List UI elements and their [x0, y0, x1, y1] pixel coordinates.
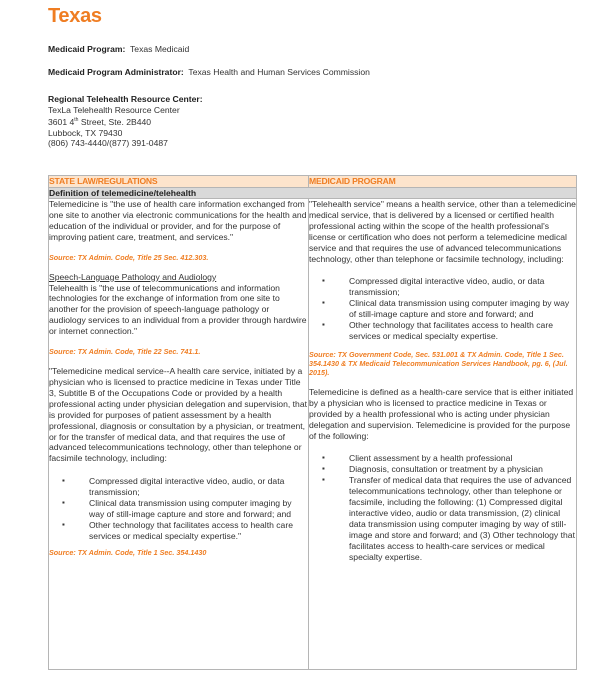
list-item [62, 498, 308, 520]
administrator-label: Medicaid Program Administrator: [48, 67, 184, 77]
address-number: 3601 4 [48, 117, 75, 128]
bullet-list [49, 476, 308, 541]
address-ordinal: th [74, 117, 79, 124]
table-row [49, 199, 577, 670]
column-header-medicaid: MEDICAID PROGRAM [309, 176, 577, 188]
state-law-cell [49, 199, 309, 670]
list-item [62, 476, 308, 498]
list-item-text: Clinical data transmission using computer imaging by way of still-image capture and store and forward; and [89, 498, 292, 519]
subheading-speech-language: Speech-Language Pathology and Audiology [49, 271, 217, 282]
source-citation: Source: TX Admin. Code, Title 1 Sec. 354.1430 [49, 547, 207, 557]
bullet-icon: ▪ [62, 519, 65, 529]
table-header-row [49, 176, 577, 188]
medicaid-program [48, 44, 189, 54]
resource-center-block [48, 94, 203, 149]
bullet-icon: ▪ [322, 320, 325, 330]
source-citation: Source: TX Government Code, Sec. 531.001 & TX Admin. Code, Title 1 Sec. 354.1430 & TX Medicaid Telecommunication Services Handbook, pg. 6, (Jul. 2015). [309, 349, 568, 377]
list-item-text: Client assessment by a health professional [349, 453, 513, 464]
medicaid-program-value: Texas Medicaid [130, 44, 190, 54]
bullet-icon: ▪ [322, 298, 325, 308]
bullet-icon: ▪ [322, 276, 325, 286]
source-citation: Source: TX Admin. Code, Title 25 Sec. 412.303. [49, 252, 209, 262]
medicaid-program-label: Medicaid Program: [48, 44, 126, 54]
section-title: Definition of telemedicine/telehealth [49, 188, 577, 199]
list-item-text: Compressed digital interactive video, audio, or data transmission; [349, 276, 545, 298]
resource-center-name: TexLa Telehealth Resource Center [48, 104, 180, 115]
list-item [322, 276, 576, 298]
resource-center-address-line2: Lubbock, TX 79430 [48, 127, 123, 138]
resource-center-phone: (806) 743-4440/(877) 391-0487 [48, 138, 168, 149]
address-street: Street, Ste. 2B440 [78, 117, 152, 128]
state-law-paragraph: "Telemedicine medical service--A health care service, initiated by a physician who is licensed to practice medicine in Texas under Title 3, Subtitle B of the Occupations Code or provided by a health professional acting under physician delegation and supervision, that is provided for purposes of patient assessment by a health professional, diagnosis or consultation by a physician, or treatment, or for the transfer of medical data, and that requires the use of advanced telecommunications technology, other than telephone or facsimile technology, including: [49, 366, 307, 464]
list-item [322, 475, 576, 562]
bullet-list [309, 453, 576, 562]
resource-center-address-line1 [48, 115, 203, 128]
medicaid-paragraph: Telemedicine is defined as a health-care service that is either initiated by a physician who is licensed to practice medicine in Texas or provided by a health professional who is acting under physician delegation and supervision. Telemedicine is provided for the purpose of the following: [309, 386, 574, 441]
medicaid-cell [309, 199, 577, 670]
telehealth-definitions-table [48, 175, 577, 670]
medicaid-paragraph: "Telehealth service" means a health service, other than a telemedicine medical service, that is delivered by a licensed or certified health professional acting within the scope of the health professional's license or certification who does not perform a telemedicine medical service and that requires the use of advanced telecommunications technology, other than telephone or facsimile technology, including: [309, 199, 576, 264]
list-item [322, 298, 576, 320]
list-item-text: Diagnosis, consultation or treatment by a physician [349, 464, 543, 475]
page-title: Texas [48, 5, 102, 27]
column-header-state-law: STATE LAW/REGULATIONS [49, 176, 309, 188]
list-item-text: Clinical data transmission using computer imaging by way of still-image capture and store and forward; and [349, 298, 570, 320]
bullet-icon: ▪ [322, 453, 325, 463]
section-row [49, 188, 577, 199]
list-item [322, 453, 576, 464]
bullet-icon: ▪ [62, 498, 65, 508]
bullet-icon: ▪ [62, 476, 65, 486]
list-item-text: Other technology that facilitates access to health care services or medical specialty expertise." [89, 519, 293, 541]
state-law-paragraph: Telemedicine is "the use of health care information exchanged from one site to another via electronic communications for the health and education of the individual or provider, and for the purpose of improving patient care, treatment, and services." [49, 199, 307, 242]
administrator-value: Texas Health and Human Services Commission [188, 67, 370, 77]
list-item-text: Compressed digital interactive video, audio, or data transmission; [89, 476, 285, 498]
medicaid-administrator [48, 67, 370, 77]
list-item-text: Transfer of medical data that requires the use of advanced telecommunications technology, other than telephone or facsimile, including the following: (1) Compressed digital interactive video, audio or data transmission, (2) clinical data transmission using computer imaging by way of still-image and store and forward; and (3) Other technology that facilitates access to health-care services or medical specialty expertise. [349, 475, 575, 562]
list-item [322, 320, 576, 342]
list-item-text: Other technology that facilitates access to health care services or medical specialty expertise. [349, 320, 553, 341]
bullet-icon: ▪ [322, 475, 325, 485]
bullet-icon: ▪ [322, 464, 325, 474]
source-citation: Source: TX Admin. Code, Title 22 Sec. 741.1. [49, 347, 201, 357]
state-law-paragraph: Telehealth is "the use of telecommunications and information technologies for the exchange of information from one site to another for the provision of speech-language pathology or audiology services to an individual from a provider through hardwire or internet connection." [49, 282, 307, 337]
bullet-list [309, 276, 576, 341]
list-item [322, 464, 576, 475]
list-item [62, 520, 308, 542]
resource-center-heading: Regional Telehealth Resource Center: [48, 94, 203, 104]
